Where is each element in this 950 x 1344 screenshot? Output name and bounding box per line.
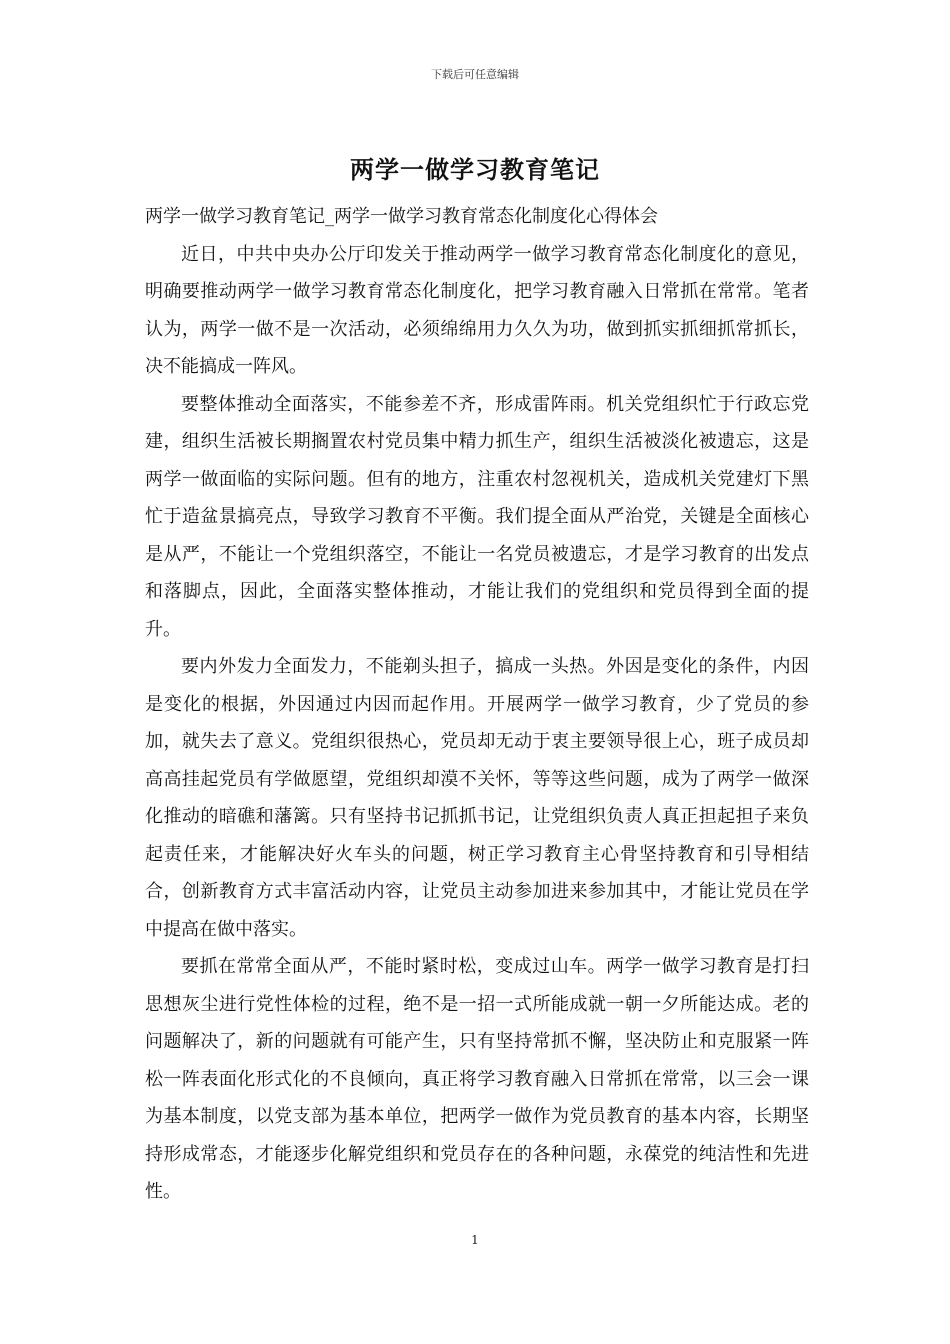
- paragraph-1: 近日，中共中央办公厅印发关于推动两学一做学习教育常态化制度化的意见，明确要推动两学一做学习教育常态化制度化，把学习教育融入日常抓在常常。笔者认为，两学一做不是一次活动，必须绵绵用力久久为功，做到抓实抓细抓常抓长，决不能搞成一阵风。: [145, 243, 809, 377]
- paragraph-4: 要抓在常常全面从严，不能时紧时松，变成过山车。两学一做学习教育是打扫思想灰尘进行党性体检的过程，绝不是一招一式所能成就一朝一夕所能达成。老的问题解决了，新的问题就有可能产生，只有坚持常抓不懈，坚决防止和克服紧一阵松一阵表面化形式化的不良倾向，真正将学习教育融入日常抓在常常，以三会一课为基本制度，以党支部为基本单位，把两学一做作为党员教育的基本内容，长期坚持形成常态，才能逐步化解党组织和党员存在的各种问题，永葆党的纯洁性和先进性。: [145, 956, 809, 1202]
- document-body: [145, 198, 809, 1211]
- document-title: 两学一做学习教育笔记: [350, 155, 600, 184]
- page-number: 1: [471, 1233, 479, 1247]
- header-note: 下载后可任意编辑: [431, 68, 519, 81]
- paragraph-3: 要内外发力全面发力，不能剃头担子，搞成一头热。外因是变化的条件，内因是变化的根据，外因通过内因而起作用。开展两学一做学习教育，少了党员的参加，就失去了意义。党组织很热心，党员却无动于衷主要领导很上心，班子成员却高高挂起党员有学做愿望，党组织却漠不关怀，等等这些问题，成为了两学一做深化推动的暗礁和藩篱。只有坚持书记抓抓书记，让党组织负责人真正担起担子来负起责任来，才能解决好火车头的问题，树正学习教育主心骨坚持教育和引导相结合，创新教育方式丰富活动内容，让党员主动参加进来参加其中，才能让党员在学中提高在做中落实。: [145, 656, 809, 940]
- document-subtitle: 两学一做学习教育笔记_两学一做学习教育常态化制度化心得体会: [145, 206, 658, 227]
- paragraph-2: 要整体推动全面落实，不能参差不齐，形成雷阵雨。机关党组织忙于行政忘党建，组织生活被长期搁置农村党员集中精力抓生产，组织生活被淡化被遗忘，这是两学一做面临的实际问题。但有的地方，注重农村忽视机关，造成机关党建灯下黑忙于造盆景搞亮点，导致学习教育不平衡。我们提全面从严治党，关键是全面核心是从严，不能让一个党组织落空，不能让一名党员被遗忘，才是学习教育的出发点和落脚点，因此，全面落实整体推动，才能让我们的党组织和党员得到全面的提升。: [145, 393, 809, 640]
